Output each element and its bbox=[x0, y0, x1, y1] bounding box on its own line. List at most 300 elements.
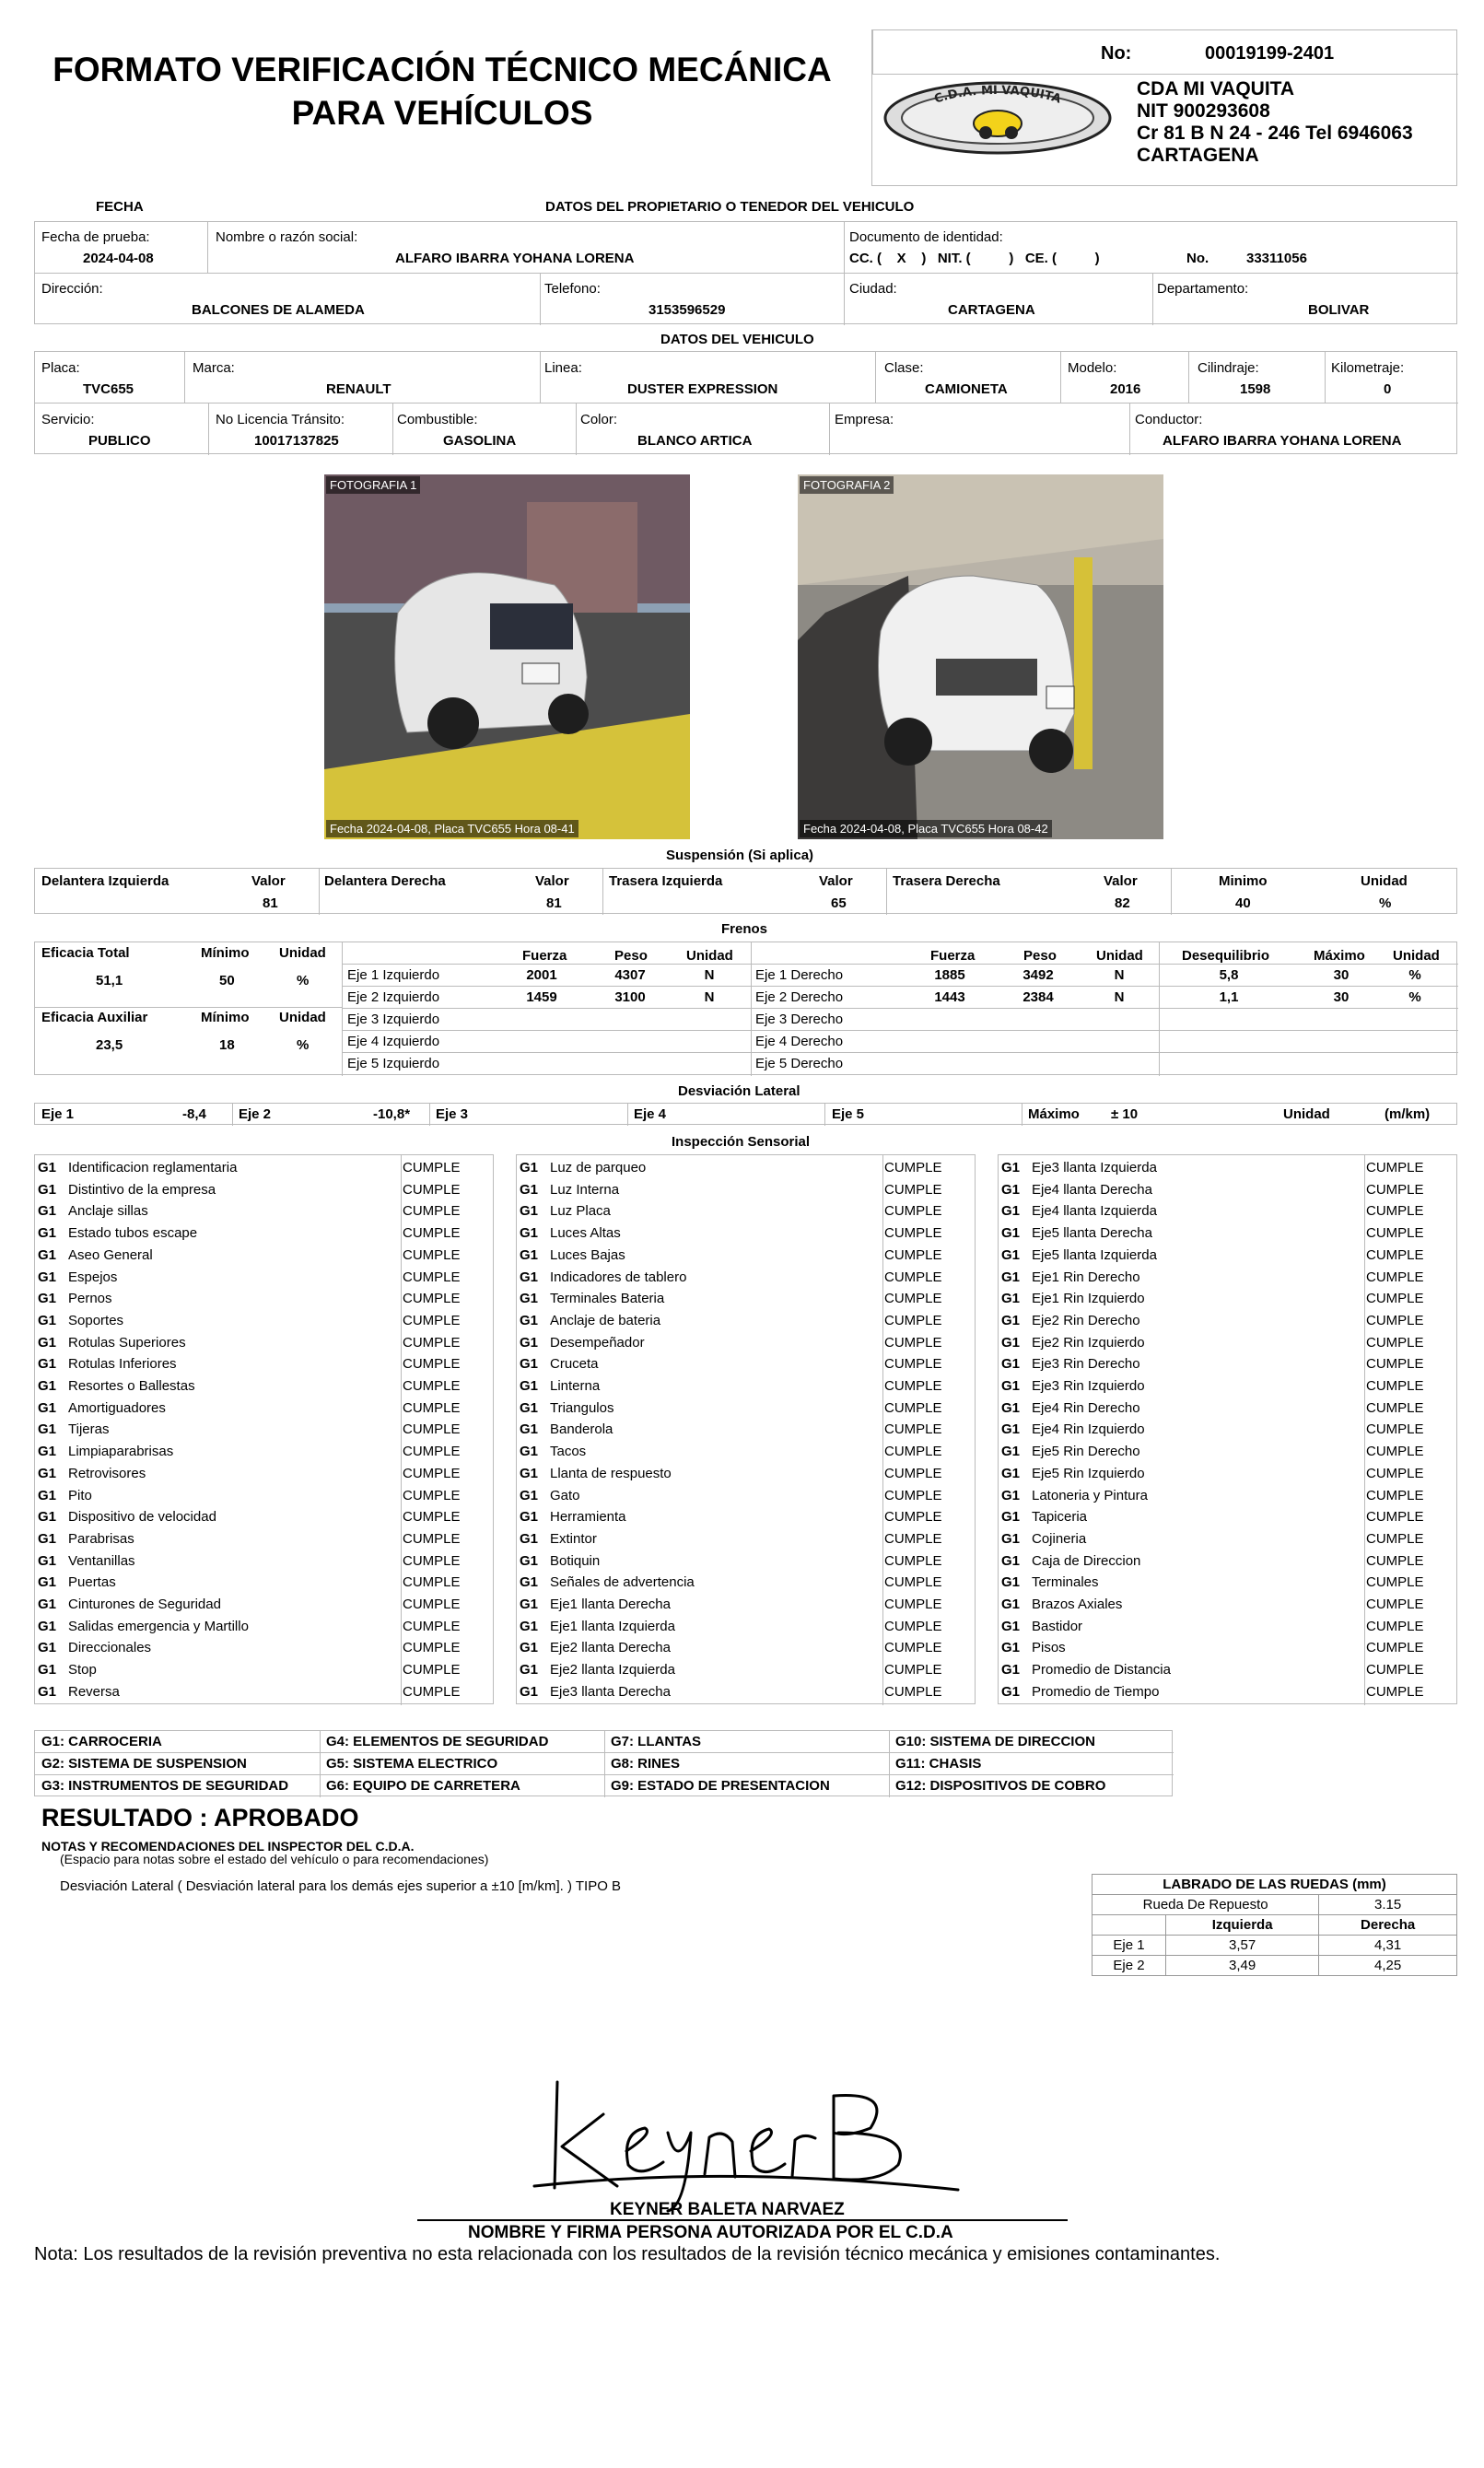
fecha-prueba-label: Fecha de prueba: bbox=[41, 229, 150, 245]
doc-types: CC. ( X ) NIT. ( ) CE. ( ) bbox=[849, 251, 1100, 266]
eficacia-total-unidad-label: Unidad bbox=[279, 945, 326, 961]
frenos-ud-cell: N bbox=[1114, 967, 1125, 983]
item-name: Limpiaparabrisas bbox=[68, 1444, 174, 1460]
marca: RENAULT bbox=[326, 381, 391, 397]
group-code: G1 bbox=[1001, 1597, 1021, 1612]
item-name: Retrovisores bbox=[68, 1465, 146, 1481]
item-name: Pisos bbox=[1032, 1640, 1066, 1656]
frenos-pd-cell: 2384 bbox=[1022, 989, 1054, 1005]
combustible-label: Combustible: bbox=[397, 412, 478, 427]
susp-td-label: Trasera Derecha bbox=[893, 873, 1000, 889]
color: BLANCO ARTICA bbox=[637, 433, 753, 449]
sensorial-row bbox=[516, 1179, 976, 1201]
item-status: CUMPLE bbox=[1366, 1530, 1424, 1547]
item-name: Tijeras bbox=[68, 1421, 110, 1438]
item-status: CUMPLE bbox=[1366, 1181, 1424, 1198]
labrado-row-label: Eje 1 bbox=[1093, 1936, 1166, 1956]
eficacia-aux-label: Eficacia Auxiliar bbox=[41, 1010, 148, 1025]
item-status: CUMPLE bbox=[1366, 1552, 1424, 1569]
group-code: G1 bbox=[1001, 1662, 1021, 1678]
sensorial-row bbox=[34, 1659, 494, 1681]
conductor-label: Conductor: bbox=[1135, 412, 1203, 427]
notes-title: NOTAS Y RECOMENDACIONES DEL INSPECTOR DEL C.D.A. bbox=[41, 1839, 415, 1854]
item-name: Distintivo de la empresa bbox=[68, 1181, 216, 1198]
group-code: G1 bbox=[38, 1160, 57, 1176]
group-code: G1 bbox=[520, 1683, 539, 1700]
item-name: Estado tubos escape bbox=[68, 1225, 198, 1242]
item-name: Eje1 llanta Izquierda bbox=[550, 1618, 675, 1634]
desv-eje2: -10,8* bbox=[373, 1106, 411, 1122]
eficacia-aux-minimo: 18 bbox=[219, 1037, 235, 1053]
item-name: Resortes o Ballestas bbox=[68, 1378, 195, 1394]
item-status: CUMPLE bbox=[1366, 1465, 1424, 1481]
item-status: CUMPLE bbox=[1366, 1399, 1424, 1416]
group-code: G1 bbox=[1001, 1399, 1021, 1416]
sensorial-row bbox=[998, 1506, 1457, 1528]
susp-td-valor-label: Valor bbox=[1104, 873, 1138, 889]
sensorial-row bbox=[34, 1550, 494, 1573]
frenos-pi-cell: 3100 bbox=[614, 989, 646, 1005]
sensorial-row bbox=[998, 1419, 1457, 1441]
eficacia-total-label: Eficacia Total bbox=[41, 945, 130, 961]
labrado-value: 3,57 bbox=[1166, 1936, 1319, 1956]
item-status: CUMPLE bbox=[403, 1421, 461, 1438]
group-code: G1 bbox=[38, 1378, 57, 1394]
item-name: Salidas emergencia y Martillo bbox=[68, 1618, 249, 1634]
group-legend-item: G9: ESTADO DE PRESENTACION bbox=[611, 1778, 830, 1794]
desv-eje5-label: Eje 5 bbox=[832, 1106, 865, 1122]
frenos-izq-cell: Eje 1 Izquierdo bbox=[347, 967, 440, 983]
sensorial-row bbox=[998, 1637, 1457, 1659]
item-status: CUMPLE bbox=[1366, 1597, 1424, 1612]
signature-caption: NOMBRE Y FIRMA PERSONA AUTORIZADA POR EL C.D.A bbox=[468, 2223, 953, 2242]
group-code: G1 bbox=[1001, 1618, 1021, 1634]
item-name: Luz Interna bbox=[550, 1181, 620, 1198]
group-code: G1 bbox=[1001, 1203, 1021, 1220]
unidad-header: Unidad bbox=[1393, 948, 1440, 964]
sensorial-row bbox=[998, 1550, 1457, 1573]
item-status: CUMPLE bbox=[403, 1465, 461, 1481]
susp-dd-value: 81 bbox=[546, 895, 562, 911]
item-name: Dispositivo de velocidad bbox=[68, 1509, 216, 1526]
labrado-izq-header: Izquierda bbox=[1166, 1915, 1319, 1936]
item-name: Aseo General bbox=[68, 1246, 153, 1263]
group-code: G1 bbox=[520, 1356, 539, 1373]
group-code: G1 bbox=[1001, 1683, 1021, 1700]
item-status: CUMPLE bbox=[403, 1399, 461, 1416]
group-code: G1 bbox=[38, 1683, 57, 1700]
placa-label: Placa: bbox=[41, 360, 80, 376]
group-code: G1 bbox=[520, 1269, 539, 1285]
group-legend-item: G3: INSTRUMENTOS DE SEGURIDAD bbox=[41, 1778, 289, 1794]
item-status: CUMPLE bbox=[403, 1618, 461, 1634]
susp-minimo-label: Minimo bbox=[1219, 873, 1268, 889]
group-code: G1 bbox=[38, 1487, 57, 1503]
photo-1-caption: Fecha 2024-04-08, Placa TVC655 Hora 08-41 bbox=[326, 820, 578, 837]
notes-subtitle: (Espacio para notas sobre el estado del vehículo o para recomendaciones) bbox=[60, 1852, 489, 1866]
item-status: CUMPLE bbox=[884, 1203, 942, 1220]
item-name: Latoneria y Pintura bbox=[1032, 1487, 1148, 1503]
depto: BOLIVAR bbox=[1308, 302, 1370, 318]
frenos-u-cell: % bbox=[1408, 967, 1421, 983]
group-code: G1 bbox=[520, 1487, 539, 1503]
sensorial-row bbox=[34, 1332, 494, 1354]
item-status: CUMPLE bbox=[884, 1487, 942, 1503]
sensorial-row bbox=[998, 1288, 1457, 1310]
item-status: CUMPLE bbox=[403, 1530, 461, 1547]
desv-eje3-label: Eje 3 bbox=[436, 1106, 469, 1122]
frenos-izq-cell: Eje 4 Izquierdo bbox=[347, 1034, 440, 1049]
item-name: Eje5 Rin Izquierdo bbox=[1032, 1465, 1145, 1481]
item-name: Tacos bbox=[550, 1444, 587, 1460]
group-code: G1 bbox=[38, 1203, 57, 1220]
sensorial-row bbox=[516, 1528, 976, 1550]
desv-eje4-label: Eje 4 bbox=[634, 1106, 667, 1122]
item-name: Pito bbox=[68, 1487, 92, 1503]
item-status: CUMPLE bbox=[884, 1225, 942, 1242]
frenos-fi-cell: 2001 bbox=[526, 967, 557, 983]
modelo: 2016 bbox=[1110, 381, 1141, 397]
item-name: Brazos Axiales bbox=[1032, 1597, 1123, 1612]
signature bbox=[516, 2077, 995, 2216]
labrado-title: LABRADO DE LAS RUEDAS (mm) bbox=[1093, 1875, 1457, 1895]
item-status: CUMPLE bbox=[403, 1683, 461, 1700]
item-status: CUMPLE bbox=[1366, 1618, 1424, 1634]
group-code: G1 bbox=[38, 1662, 57, 1678]
desequilibrio-header: Desequilibrio bbox=[1182, 948, 1270, 964]
item-name: Señales de advertencia bbox=[550, 1574, 695, 1591]
group-code: G1 bbox=[38, 1334, 57, 1351]
frenos-ud-cell: N bbox=[1114, 989, 1125, 1005]
item-status: CUMPLE bbox=[1366, 1662, 1424, 1678]
item-status: CUMPLE bbox=[403, 1574, 461, 1591]
item-status: CUMPLE bbox=[403, 1312, 461, 1328]
item-name: Eje4 llanta Derecha bbox=[1032, 1181, 1152, 1198]
item-status: CUMPLE bbox=[884, 1444, 942, 1460]
item-status: CUMPLE bbox=[1366, 1378, 1424, 1394]
group-code: G1 bbox=[1001, 1509, 1021, 1526]
sensorial-row bbox=[34, 1267, 494, 1289]
licencia: 10017137825 bbox=[254, 433, 339, 449]
sensorial-row bbox=[34, 1288, 494, 1310]
susp-minimo: 40 bbox=[1235, 895, 1251, 911]
sensorial-row bbox=[34, 1200, 494, 1222]
footer-note: Nota: Los resultados de la revisión preventiva no esta relacionada con los resultados de la revisión técnico mecánica y emisiones contaminantes. bbox=[34, 2244, 1221, 2264]
sensorial-row bbox=[34, 1245, 494, 1267]
group-code: G1 bbox=[1001, 1291, 1021, 1307]
group-code: G1 bbox=[520, 1203, 539, 1220]
frenos-ui-cell: N bbox=[704, 967, 715, 983]
item-status: CUMPLE bbox=[884, 1246, 942, 1263]
frenos-max-cell: 30 bbox=[1333, 967, 1350, 983]
item-status: CUMPLE bbox=[403, 1552, 461, 1569]
unidad-izq-header: Unidad bbox=[686, 948, 733, 964]
peso-der-header: Peso bbox=[1023, 948, 1057, 964]
item-name: Eje1 Rin Izquierdo bbox=[1032, 1291, 1145, 1307]
photo-2-tag: FOTOGRAFIA 2 bbox=[800, 476, 894, 494]
group-code: G1 bbox=[1001, 1465, 1021, 1481]
item-name: Identificacion reglamentaria bbox=[68, 1160, 238, 1176]
direccion-label: Dirección: bbox=[41, 281, 103, 297]
group-legend-item: G5: SISTEMA ELECTRICO bbox=[326, 1756, 498, 1772]
item-name: Promedio de Tiempo bbox=[1032, 1683, 1160, 1700]
sensorial-row bbox=[516, 1616, 976, 1638]
item-status: CUMPLE bbox=[403, 1487, 461, 1503]
group-code: G1 bbox=[1001, 1530, 1021, 1547]
frenos-fd-cell: 1885 bbox=[934, 967, 965, 983]
susp-dd-label: Delantera Derecha bbox=[324, 873, 446, 889]
sensorial-row bbox=[34, 1681, 494, 1703]
group-code: G1 bbox=[1001, 1356, 1021, 1373]
group-code: G1 bbox=[38, 1246, 57, 1263]
desv-unidad: (m/km) bbox=[1385, 1106, 1431, 1122]
group-code: G1 bbox=[38, 1597, 57, 1612]
item-name: Promedio de Distancia bbox=[1032, 1662, 1171, 1678]
item-status: CUMPLE bbox=[1366, 1203, 1424, 1220]
group-legend-item: G6: EQUIPO DE CARRETERA bbox=[326, 1778, 520, 1794]
frenos-fi-cell: 1459 bbox=[526, 989, 557, 1005]
group-code: G1 bbox=[1001, 1160, 1021, 1176]
conductor: ALFARO IBARRA YOHANA LORENA bbox=[1163, 433, 1402, 449]
sensorial-row bbox=[34, 1157, 494, 1179]
item-status: CUMPLE bbox=[884, 1465, 942, 1481]
susp-ti-valor-label: Valor bbox=[819, 873, 853, 889]
item-status: CUMPLE bbox=[884, 1509, 942, 1526]
group-code: G1 bbox=[520, 1530, 539, 1547]
cilindraje-label: Cilindraje: bbox=[1198, 360, 1259, 376]
group-code: G1 bbox=[38, 1530, 57, 1547]
susp-di-value: 81 bbox=[263, 895, 278, 911]
frenos-header: Frenos bbox=[721, 921, 768, 937]
group-code: G1 bbox=[520, 1181, 539, 1198]
sensorial-row bbox=[516, 1550, 976, 1573]
group-code: G1 bbox=[1001, 1444, 1021, 1460]
group-code: G1 bbox=[38, 1291, 57, 1307]
sensorial-row bbox=[516, 1659, 976, 1681]
eficacia-total-minimo-label: Mínimo bbox=[201, 945, 250, 961]
susp-di-valor-label: Valor bbox=[251, 873, 286, 889]
owner-header: DATOS DEL PROPIETARIO O TENEDOR DEL VEHICULO bbox=[545, 199, 915, 215]
item-name: Luz Placa bbox=[550, 1203, 611, 1220]
sensorial-row bbox=[516, 1398, 976, 1420]
item-name: Eje2 llanta Izquierda bbox=[550, 1662, 675, 1678]
result-label: RESULTADO : APROBADO bbox=[41, 1804, 359, 1831]
labrado-value: 4,31 bbox=[1319, 1936, 1457, 1956]
sensorial-row bbox=[516, 1681, 976, 1703]
repuesto-label: Rueda De Repuesto bbox=[1093, 1895, 1319, 1915]
sensorial-row bbox=[516, 1200, 976, 1222]
item-status: CUMPLE bbox=[884, 1378, 942, 1394]
item-status: CUMPLE bbox=[884, 1683, 942, 1700]
item-name: Banderola bbox=[550, 1421, 613, 1438]
frenos-pi-cell: 4307 bbox=[614, 967, 646, 983]
doc-number: 00019199-2401 bbox=[1205, 43, 1335, 64]
item-name: Luces Altas bbox=[550, 1225, 621, 1242]
sensorial-row bbox=[516, 1288, 976, 1310]
sensorial-row bbox=[516, 1222, 976, 1245]
item-status: CUMPLE bbox=[403, 1444, 461, 1460]
desv-eje2-label: Eje 2 bbox=[239, 1106, 272, 1122]
item-status: CUMPLE bbox=[403, 1181, 461, 1198]
doc-no-label: No. bbox=[1186, 251, 1209, 266]
item-status: CUMPLE bbox=[1366, 1487, 1424, 1503]
group-code: G1 bbox=[520, 1378, 539, 1394]
item-name: Luz de parqueo bbox=[550, 1160, 647, 1176]
vehicle-header: DATOS DEL VEHICULO bbox=[660, 332, 814, 347]
item-status: CUMPLE bbox=[403, 1662, 461, 1678]
sensorial-row bbox=[34, 1398, 494, 1420]
logo-text: C.D.A. MI VAQUITA bbox=[932, 83, 1063, 107]
item-name: Luces Bajas bbox=[550, 1246, 625, 1263]
sensorial-row bbox=[516, 1419, 976, 1441]
item-status: CUMPLE bbox=[1366, 1312, 1424, 1328]
item-status: CUMPLE bbox=[403, 1356, 461, 1373]
clase-label: Clase: bbox=[884, 360, 924, 376]
sensorial-row bbox=[516, 1332, 976, 1354]
fecha-header: FECHA bbox=[96, 199, 144, 215]
frenos-izq-cell: Eje 3 Izquierdo bbox=[347, 1012, 440, 1027]
item-status: CUMPLE bbox=[1366, 1334, 1424, 1351]
item-name: Botiquin bbox=[550, 1552, 601, 1569]
sensorial-row bbox=[998, 1659, 1457, 1681]
item-status: CUMPLE bbox=[1366, 1640, 1424, 1656]
item-name: Eje2 llanta Derecha bbox=[550, 1640, 671, 1656]
group-code: G1 bbox=[520, 1444, 539, 1460]
group-legend-item: G8: RINES bbox=[611, 1756, 681, 1772]
sensorial-row bbox=[998, 1441, 1457, 1463]
item-name: Llanta de respuesto bbox=[550, 1465, 672, 1481]
sensorial-row bbox=[998, 1572, 1457, 1594]
sensorial-row bbox=[998, 1179, 1457, 1201]
telefono-label: Telefono: bbox=[544, 281, 601, 297]
group-code: G1 bbox=[1001, 1312, 1021, 1328]
group-code: G1 bbox=[520, 1225, 539, 1242]
group-code: G1 bbox=[520, 1574, 539, 1591]
depto-label: Departamento: bbox=[1157, 281, 1249, 297]
item-status: CUMPLE bbox=[884, 1421, 942, 1438]
group-code: G1 bbox=[1001, 1640, 1021, 1656]
group-code: G1 bbox=[38, 1399, 57, 1416]
servicio-label: Servicio: bbox=[41, 412, 95, 427]
group-code: G1 bbox=[1001, 1269, 1021, 1285]
item-name: Direccionales bbox=[68, 1640, 152, 1656]
sensorial-row bbox=[516, 1594, 976, 1616]
sensorial-row bbox=[34, 1375, 494, 1398]
group-code: G1 bbox=[520, 1421, 539, 1438]
sensorial-row bbox=[516, 1353, 976, 1375]
sensorial-row bbox=[516, 1463, 976, 1485]
item-status: CUMPLE bbox=[403, 1291, 461, 1307]
item-name: Eje4 Rin Izquierdo bbox=[1032, 1421, 1145, 1438]
frenos-izq-cell: Eje 2 Izquierdo bbox=[347, 989, 440, 1005]
doc-label: Documento de identidad: bbox=[849, 229, 1003, 245]
telefono: 3153596529 bbox=[649, 302, 726, 318]
sensorial-row bbox=[34, 1616, 494, 1638]
item-status: CUMPLE bbox=[884, 1530, 942, 1547]
item-name: Puertas bbox=[68, 1574, 116, 1591]
cda-city: CARTAGENA bbox=[1137, 145, 1259, 166]
item-status: CUMPLE bbox=[884, 1181, 942, 1198]
frenos-max-cell: 30 bbox=[1333, 989, 1350, 1005]
sensorial-row bbox=[34, 1637, 494, 1659]
frenos-der-cell: Eje 5 Derecho bbox=[755, 1056, 844, 1071]
item-status: CUMPLE bbox=[1366, 1269, 1424, 1285]
frenos-ui-cell: N bbox=[704, 989, 715, 1005]
group-code: G1 bbox=[38, 1574, 57, 1591]
placa: TVC655 bbox=[83, 381, 134, 397]
group-code: G1 bbox=[38, 1421, 57, 1438]
susp-unidad: % bbox=[1379, 895, 1392, 911]
sensorial-row bbox=[516, 1375, 976, 1398]
vehicle-photo-2 bbox=[798, 474, 1163, 839]
kilometraje-label: Kilometraje: bbox=[1331, 360, 1405, 376]
group-code: G1 bbox=[38, 1509, 57, 1526]
sensorial-row bbox=[34, 1594, 494, 1616]
item-status: CUMPLE bbox=[884, 1160, 942, 1176]
fuerza-der-header: Fuerza bbox=[930, 948, 976, 964]
item-name: Eje2 Rin Derecho bbox=[1032, 1312, 1140, 1328]
item-name: Eje3 llanta Derecha bbox=[550, 1683, 671, 1700]
item-name: Terminales Bateria bbox=[550, 1291, 665, 1307]
item-status: CUMPLE bbox=[1366, 1246, 1424, 1263]
item-name: Eje3 Rin Izquierdo bbox=[1032, 1378, 1145, 1394]
item-name: Eje2 Rin Izquierdo bbox=[1032, 1334, 1145, 1351]
ciudad: CARTAGENA bbox=[948, 302, 1035, 318]
item-name: Eje3 Rin Derecho bbox=[1032, 1356, 1140, 1373]
group-code: G1 bbox=[520, 1291, 539, 1307]
susp-ti-label: Trasera Izquierda bbox=[609, 873, 723, 889]
group-code: G1 bbox=[520, 1334, 539, 1351]
group-code: G1 bbox=[520, 1160, 539, 1176]
group-code: G1 bbox=[38, 1269, 57, 1285]
sensorial-row bbox=[998, 1398, 1457, 1420]
linea: DUSTER EXPRESSION bbox=[627, 381, 778, 397]
item-status: CUMPLE bbox=[884, 1552, 942, 1569]
item-status: CUMPLE bbox=[403, 1246, 461, 1263]
item-status: CUMPLE bbox=[884, 1399, 942, 1416]
sensorial-row bbox=[516, 1485, 976, 1507]
eficacia-aux-unidad: % bbox=[297, 1037, 310, 1053]
item-status: CUMPLE bbox=[884, 1662, 942, 1678]
sensorial-row bbox=[516, 1506, 976, 1528]
item-name: Eje4 llanta Izquierda bbox=[1032, 1203, 1157, 1220]
item-name: Herramienta bbox=[550, 1509, 626, 1526]
fecha-prueba: 2024-04-08 bbox=[83, 251, 154, 266]
group-code: G1 bbox=[1001, 1378, 1021, 1394]
eficacia-aux-minimo-label: Mínimo bbox=[201, 1010, 250, 1025]
servicio: PUBLICO bbox=[88, 433, 151, 449]
frenos-der-cell: Eje 4 Derecho bbox=[755, 1034, 844, 1049]
sensorial-row bbox=[998, 1267, 1457, 1289]
group-code: G1 bbox=[1001, 1421, 1021, 1438]
item-status: CUMPLE bbox=[403, 1225, 461, 1242]
desv-eje1-label: Eje 1 bbox=[41, 1106, 75, 1122]
item-status: CUMPLE bbox=[1366, 1683, 1424, 1700]
item-name: Ventanillas bbox=[68, 1552, 135, 1569]
sensorial-row bbox=[998, 1681, 1457, 1703]
item-name: Cinturones de Seguridad bbox=[68, 1597, 221, 1612]
susp-ti-value: 65 bbox=[831, 895, 847, 911]
item-status: CUMPLE bbox=[884, 1574, 942, 1591]
doc-no: 33311056 bbox=[1246, 251, 1307, 266]
group-code: G1 bbox=[38, 1640, 57, 1656]
item-name: Terminales bbox=[1032, 1574, 1099, 1591]
nombre: ALFARO IBARRA YOHANA LORENA bbox=[395, 251, 635, 266]
item-status: CUMPLE bbox=[884, 1291, 942, 1307]
labrado-der-header: Derecha bbox=[1319, 1915, 1457, 1936]
susp-td-value: 82 bbox=[1115, 895, 1130, 911]
group-code: G1 bbox=[38, 1444, 57, 1460]
